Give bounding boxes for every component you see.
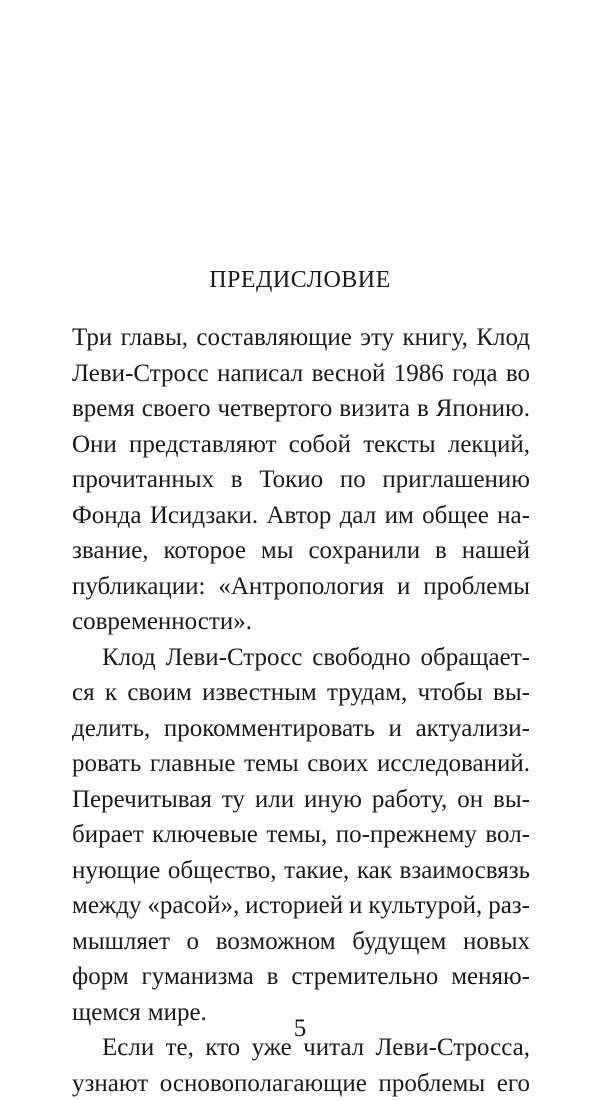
word: своего [142, 391, 211, 427]
word: взаимосвязь [400, 853, 530, 889]
text-line [72, 569, 530, 605]
word: бирает [72, 817, 144, 853]
word: Фонда [72, 498, 141, 534]
word: между [72, 888, 141, 924]
text-line [72, 498, 530, 534]
text-line [72, 427, 530, 463]
word: ся [72, 675, 95, 711]
word: трудам, [327, 675, 407, 711]
word: мы [261, 533, 294, 569]
word: главы, [121, 320, 188, 356]
word: и [349, 888, 362, 924]
word: лекций, [448, 427, 530, 463]
word: Если [102, 1030, 154, 1066]
word: раз- [488, 888, 530, 924]
word: написал [217, 356, 303, 392]
word: чтобы [418, 675, 483, 711]
word: его [497, 1066, 530, 1101]
word: те, [166, 1030, 194, 1066]
word: новых [463, 924, 530, 960]
word: прочитанных [72, 462, 214, 498]
word: возможном [216, 924, 336, 960]
text-line [72, 711, 530, 747]
word: темы [244, 746, 299, 782]
word: общее [422, 498, 489, 534]
word: дал [340, 498, 377, 534]
word: Три [72, 320, 112, 356]
word: Леви-Стросс [166, 640, 303, 676]
word: во [506, 356, 530, 392]
word: уже [252, 1030, 292, 1066]
text-line [72, 391, 530, 427]
word: собой [289, 427, 351, 463]
body-text [72, 320, 530, 1101]
word: такие, [284, 853, 349, 889]
word: форм [72, 959, 129, 995]
word: главные [150, 746, 236, 782]
word: и [397, 569, 410, 605]
word: мире. [148, 995, 207, 1031]
word: года [452, 356, 497, 392]
word: культурой, [368, 888, 482, 924]
word: вы- [493, 782, 530, 818]
word: исследований. [377, 746, 530, 782]
word: составляющие [196, 320, 352, 356]
page-number: 5 [0, 1014, 600, 1044]
word: время [72, 391, 135, 427]
word: Клод [476, 320, 530, 356]
word: звание, [72, 533, 149, 569]
word: Перечитывая [72, 782, 212, 818]
word: он [457, 782, 483, 818]
word: или [255, 782, 294, 818]
text-line [72, 959, 530, 995]
word: визита [339, 391, 410, 427]
word: Клод [102, 640, 156, 676]
word: в [231, 462, 243, 498]
word: публикации: [72, 569, 205, 605]
word: своим [127, 675, 191, 711]
word: ту [222, 782, 245, 818]
text-line [72, 924, 530, 960]
word: мышляет [72, 924, 170, 960]
text-line [72, 746, 530, 782]
word: сохранили [308, 533, 420, 569]
text-line [72, 640, 530, 676]
word: в [435, 533, 447, 569]
word: кто [205, 1030, 240, 1066]
word: представляют [129, 427, 277, 463]
text-line [72, 356, 530, 392]
word: «расой», [147, 888, 239, 924]
text-line [72, 888, 530, 924]
word: вы- [493, 675, 530, 711]
word: о [187, 924, 200, 960]
word: Леви-Стросса, [376, 1030, 530, 1066]
text-line [72, 462, 530, 498]
word: нующие [72, 853, 160, 889]
word: своих [307, 746, 368, 782]
word: прокомментировать [164, 711, 375, 747]
word: темы, [266, 817, 327, 853]
text-line [72, 817, 530, 853]
word: Токио [259, 462, 323, 498]
word: им [385, 498, 414, 534]
word: Леви-Стросс [72, 356, 209, 392]
word: будущем [352, 924, 446, 960]
text-line [72, 782, 530, 818]
word: щемся [72, 995, 141, 1031]
word: ровать [72, 746, 141, 782]
word: и [389, 711, 402, 747]
word: в [267, 959, 279, 995]
word: книгу, [403, 320, 468, 356]
word: известным [202, 675, 317, 711]
word: Японию. [436, 391, 530, 427]
chapter-heading: ПРЕДИСЛОВИЕ [0, 262, 600, 298]
word: на- [497, 498, 530, 534]
word: в [417, 391, 429, 427]
word: весной [312, 356, 386, 392]
word: «Антропология [218, 569, 384, 605]
word: 1986 [394, 356, 444, 392]
text-line [72, 533, 530, 569]
word: Автор [266, 498, 331, 534]
word: общество, [168, 853, 277, 889]
word: Они [72, 427, 117, 463]
word: современности». [72, 604, 252, 640]
word: нашей [462, 533, 530, 569]
word: четвертого [217, 391, 332, 427]
text-line [72, 675, 530, 711]
word: которое [163, 533, 246, 569]
word: к [105, 675, 117, 711]
word: эту [360, 320, 394, 356]
word: по [340, 462, 366, 498]
word: проблемы [378, 1066, 485, 1101]
word: обращает- [420, 640, 530, 676]
text-line [72, 320, 530, 356]
word: делить, [72, 711, 150, 747]
word: по-прежнему [336, 817, 477, 853]
word: гуманизма [142, 959, 254, 995]
word: Исидзаки. [150, 498, 258, 534]
word: читал [303, 1030, 364, 1066]
text-line [72, 604, 530, 640]
word: проблемы [423, 569, 530, 605]
word: иную [304, 782, 362, 818]
text-line [72, 1066, 530, 1101]
word: свободно [312, 640, 410, 676]
word: тексты [363, 427, 435, 463]
word: историей [245, 888, 343, 924]
word: ключевые [152, 817, 258, 853]
word: работу, [372, 782, 447, 818]
word: актуализи- [416, 711, 530, 747]
word: узнают [72, 1066, 148, 1101]
word: приглашению [382, 462, 530, 498]
word: вол- [485, 817, 530, 853]
word: основополагающие [160, 1066, 367, 1101]
word: как [357, 853, 392, 889]
text-line [72, 853, 530, 889]
word: стремительно [291, 959, 438, 995]
word: меняю- [451, 959, 530, 995]
